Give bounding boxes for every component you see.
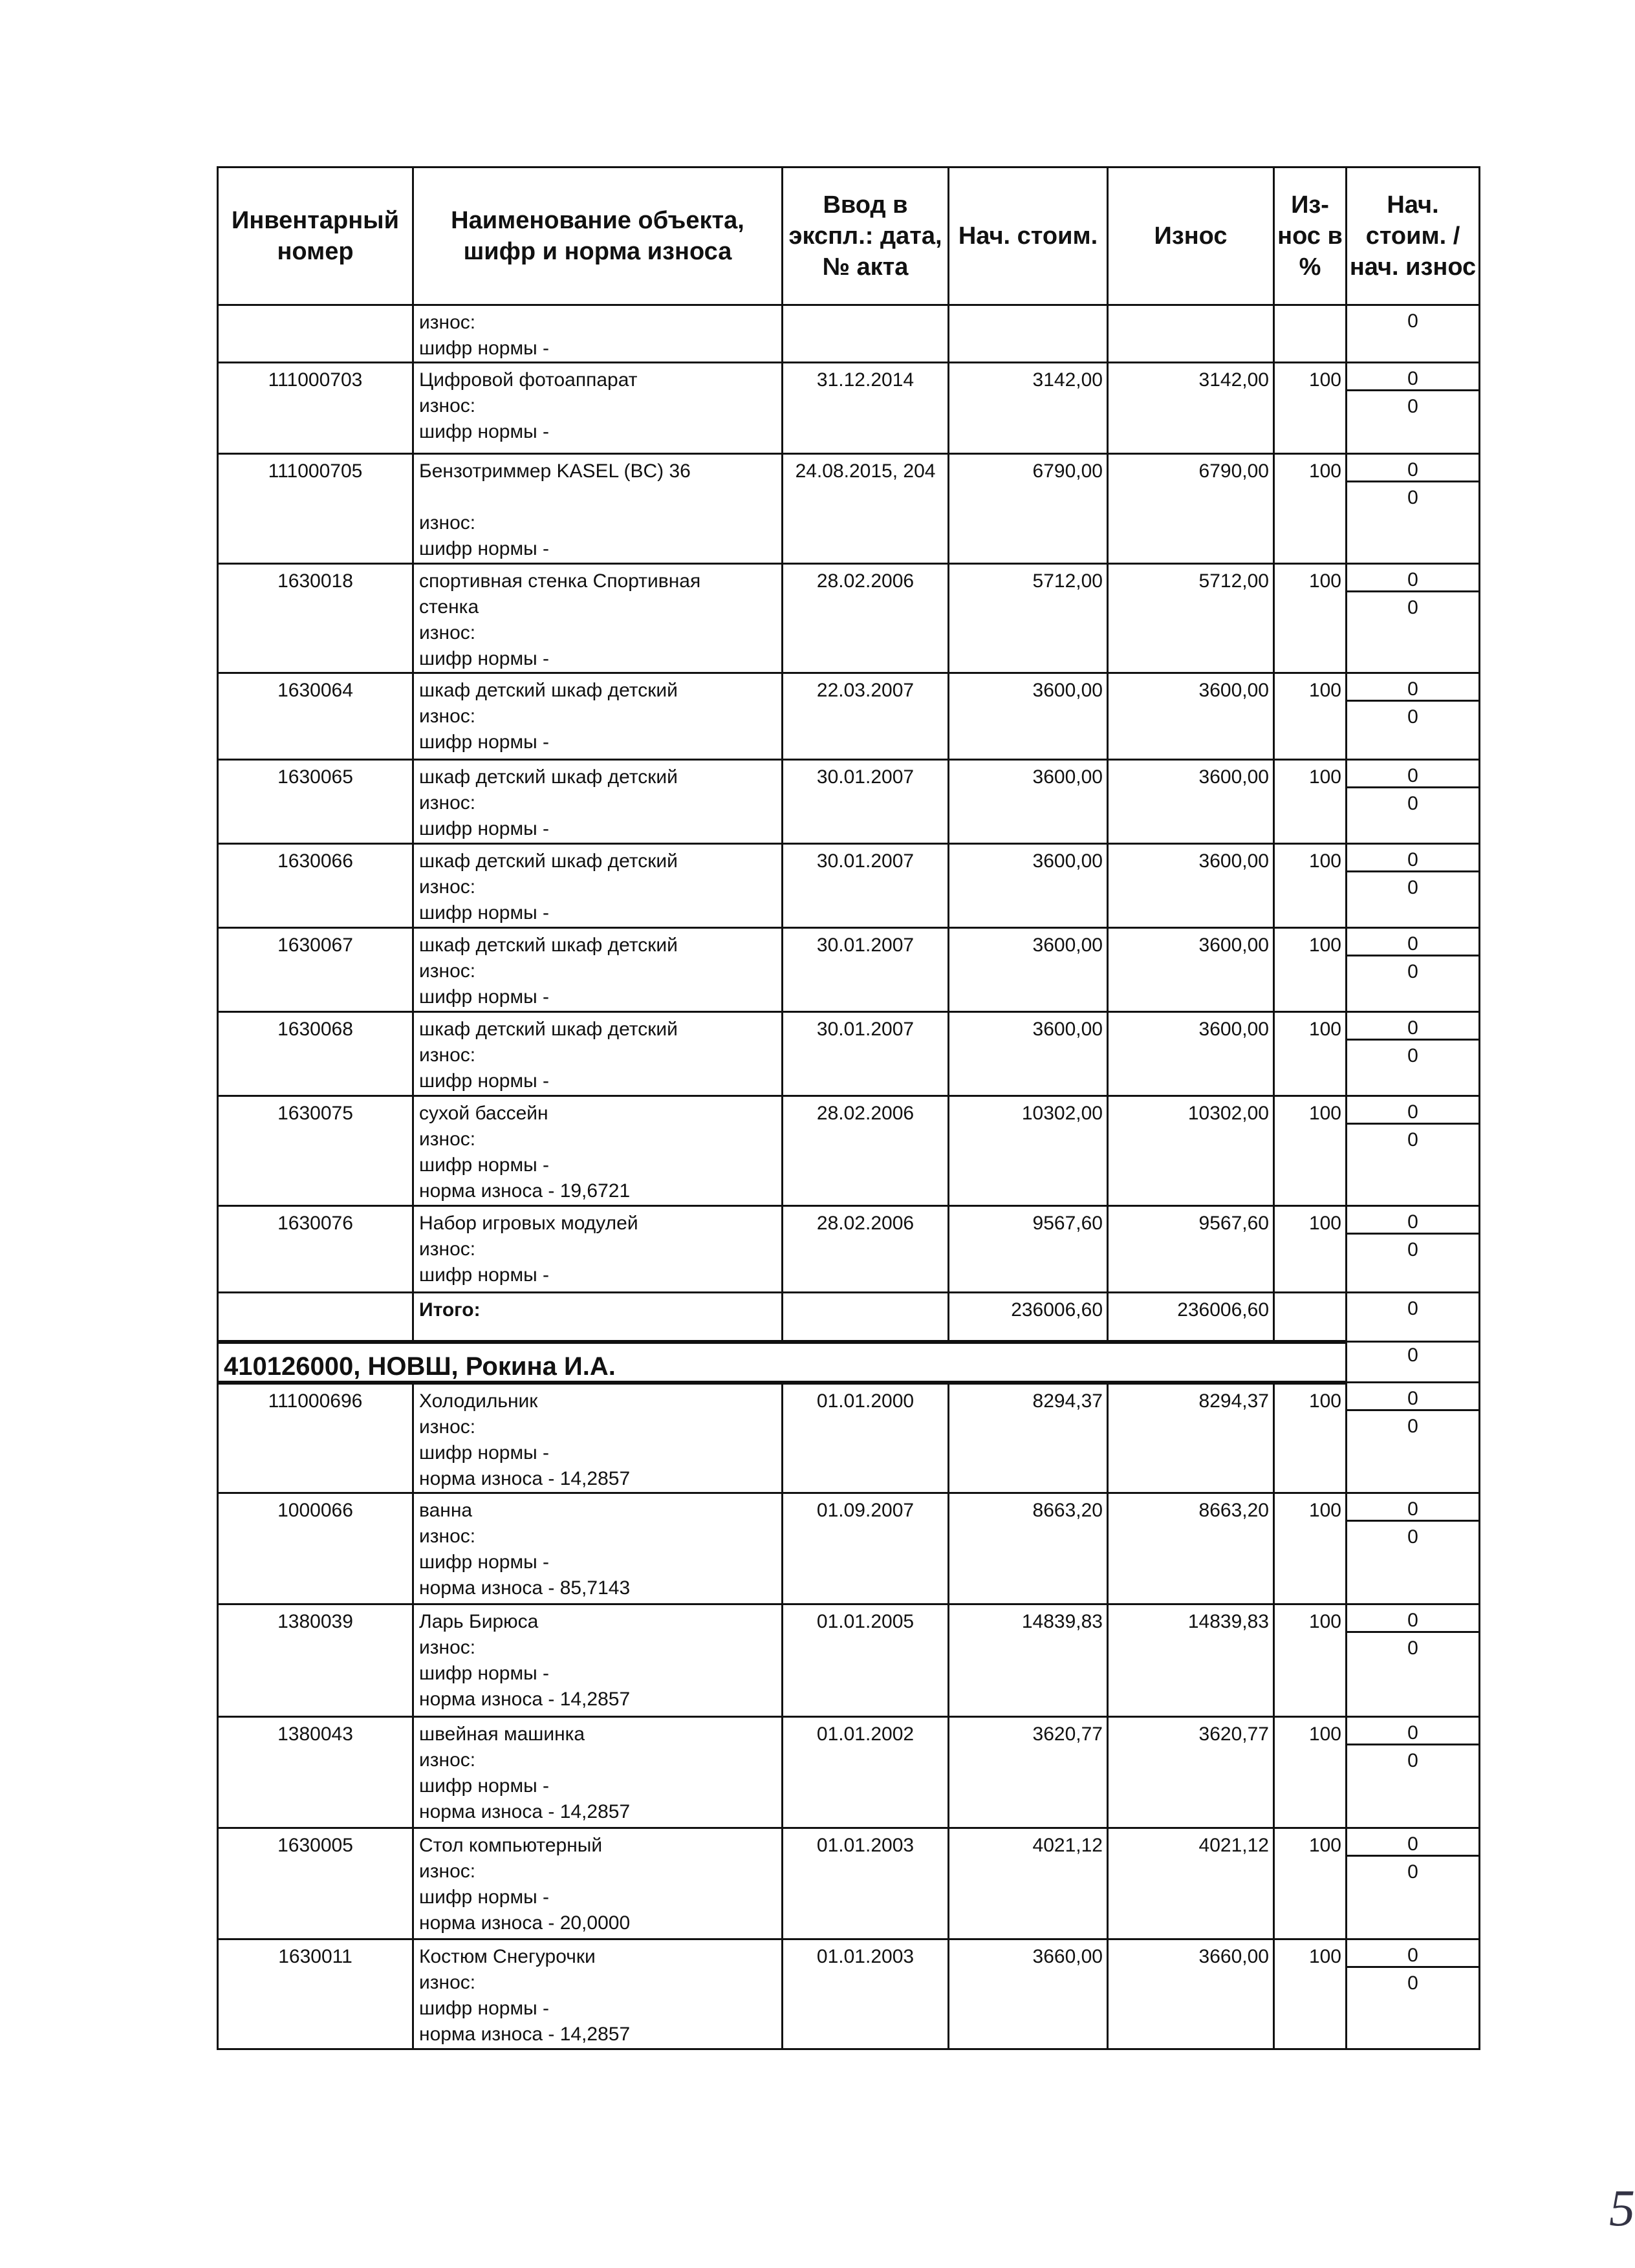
table-row (218, 1012, 1480, 1096)
inventory-number: 111000696 (218, 1383, 413, 1493)
object-name-cell (413, 1096, 783, 1206)
cost-ratio-value: 0 (1347, 1940, 1478, 1968)
initial-cost: 8663,20 (949, 1493, 1108, 1604)
header-depreciation-percent: Из-нос в % (1274, 167, 1347, 305)
commission-date: 28.02.2006 (783, 1096, 949, 1206)
object-name-line: Стол компьютерный (419, 1834, 603, 1856)
asset-register-sheet (217, 166, 1478, 2050)
object-name-cell (413, 760, 783, 844)
initial-wear-value: 0 (1407, 1861, 1418, 1883)
initial-wear-value: 0 (1407, 961, 1418, 982)
cost-ratio-cell (1347, 1206, 1480, 1293)
header-cost-ratio: Нач. стоим. / нач. износ (1347, 167, 1480, 305)
object-name-line: износ: (419, 1416, 476, 1438)
depreciation-percent: 100 (1274, 1604, 1347, 1716)
depreciation-percent: 100 (1274, 454, 1347, 564)
depreciation-percent: 100 (1274, 673, 1347, 760)
depreciation: 14839,83 (1108, 1604, 1274, 1716)
cost-ratio-cell (1347, 1096, 1480, 1206)
object-name-line: износ: (419, 622, 476, 643)
object-name-line: износ: (419, 960, 476, 982)
total-row (218, 1293, 1480, 1342)
table-row (218, 1206, 1480, 1293)
inventory-number: 1630005 (218, 1828, 413, 1939)
depreciation: 8663,20 (1108, 1493, 1274, 1604)
depreciation (1108, 305, 1274, 363)
initial-cost: 10302,00 (949, 1096, 1108, 1206)
inventory-number: 1630065 (218, 760, 413, 844)
initial-wear-value: 0 (1407, 1129, 1418, 1150)
cost-ratio-value: 0 (1347, 455, 1478, 482)
depreciation-percent: 100 (1274, 564, 1347, 673)
object-name-line: шифр нормы - (419, 421, 549, 442)
cost-ratio-cell: 0 (1347, 1342, 1480, 1383)
table-row (218, 363, 1480, 454)
object-name-line: шифр нормы - (419, 902, 549, 923)
object-name-line: износ: (419, 1971, 476, 1993)
table-row (218, 564, 1480, 673)
initial-wear-value: 0 (1407, 487, 1418, 508)
initial-wear-value: 0 (1407, 396, 1418, 417)
initial-cost: 6790,00 (949, 454, 1108, 564)
initial-cost: 3600,00 (949, 1012, 1108, 1096)
object-name-line: норма износа - 19,6721 (419, 1180, 631, 1202)
object-name-line: шифр нормы - (419, 1775, 549, 1797)
cost-ratio-cell (1347, 1716, 1480, 1828)
depreciation: 9567,60 (1108, 1206, 1274, 1293)
depreciation-percent: 100 (1274, 1012, 1347, 1096)
object-name-cell (413, 1493, 783, 1604)
inventory-number: 1380043 (218, 1716, 413, 1828)
object-name-line: износ: (419, 1044, 476, 1066)
object-name-line: износ: (419, 1525, 476, 1547)
object-name-line: норма износа - 14,2857 (419, 1467, 631, 1489)
section-title: 410126000, НОВШ, Рокина И.А. (218, 1342, 1347, 1383)
table-row (218, 1828, 1480, 1939)
table-row (218, 1604, 1480, 1716)
object-name-line: шифр нормы - (419, 986, 549, 1008)
inventory-number: 111000703 (218, 363, 413, 454)
cost-ratio-cell (1347, 1604, 1480, 1716)
object-name-line: стенка (419, 596, 479, 618)
asset-table (217, 166, 1480, 2050)
cost-ratio-value: 0 (1347, 1605, 1478, 1633)
object-name-line: износ: (419, 1636, 476, 1658)
inventory-number (218, 305, 413, 363)
object-name-line: шифр нормы - (419, 648, 549, 669)
initial-cost: 14839,83 (949, 1604, 1108, 1716)
initial-cost: 3600,00 (949, 673, 1108, 760)
depreciation-percent: 100 (1274, 1939, 1347, 2049)
depreciation: 236006,60 (1108, 1293, 1274, 1342)
initial-cost: 3142,00 (949, 363, 1108, 454)
cost-ratio-cell (1347, 1012, 1480, 1096)
commission-date: 28.02.2006 (783, 564, 949, 673)
object-name-line: норма износа - 85,7143 (419, 1577, 631, 1599)
initial-cost: 3600,00 (949, 928, 1108, 1012)
inventory-number: 1630076 (218, 1206, 413, 1293)
depreciation: 5712,00 (1108, 564, 1274, 673)
header-initial-cost: Нач. стоим. (949, 167, 1108, 305)
cost-ratio-value: 0 (1407, 1298, 1418, 1319)
object-name-cell (413, 1206, 783, 1293)
header-depreciation: Износ (1108, 167, 1274, 305)
cost-ratio-value: 0 (1347, 929, 1478, 956)
commission-date: 30.01.2007 (783, 1012, 949, 1096)
table-row (218, 760, 1480, 844)
cost-ratio-cell (1347, 844, 1480, 928)
cost-ratio-value: 0 (1347, 1013, 1478, 1041)
cost-ratio-cell (1347, 305, 1480, 363)
object-name-line: шифр нормы - (419, 1264, 549, 1286)
object-name-line: Итого: (419, 1299, 481, 1321)
commission-date: 30.01.2007 (783, 844, 949, 928)
initial-cost: 9567,60 (949, 1206, 1108, 1293)
initial-wear-value: 0 (1407, 1637, 1418, 1659)
depreciation-percent: 100 (1274, 1716, 1347, 1828)
cost-ratio-cell (1347, 673, 1480, 760)
table-row (218, 1383, 1480, 1493)
commission-date: 30.01.2007 (783, 928, 949, 1012)
object-name-line: шифр нормы - (419, 1551, 549, 1573)
object-name-line: шифр нормы - (419, 1886, 549, 1908)
header-inventory-number: Инвентарный номер (218, 167, 413, 305)
object-name-line (419, 484, 781, 510)
object-name-line: шкаф детский шкаф детский (419, 850, 678, 872)
initial-wear-value: 0 (1407, 1749, 1418, 1771)
depreciation-percent: 100 (1274, 1828, 1347, 1939)
cost-ratio-cell (1347, 363, 1480, 454)
initial-cost: 3620,77 (949, 1716, 1108, 1828)
table-header (218, 167, 1480, 305)
cost-ratio-cell (1347, 928, 1480, 1012)
table-row (218, 1939, 1480, 2049)
cost-ratio-value: 0 (1347, 1829, 1478, 1857)
commission-date: 28.02.2006 (783, 1206, 949, 1293)
object-name-cell (413, 363, 783, 454)
object-name-line: Бензотриммер KASEL (BC) 36 (419, 460, 691, 482)
object-name-line: износ: (419, 512, 476, 534)
commission-date: 24.08.2015, 204 (783, 454, 949, 564)
object-name-line: норма износа - 14,2857 (419, 1800, 631, 1822)
object-name-line: износ: (419, 1238, 476, 1260)
initial-wear-value: 0 (1407, 1972, 1418, 1994)
object-name-line: износ: (419, 1749, 476, 1771)
table-row (218, 928, 1480, 1012)
initial-cost: 4021,12 (949, 1828, 1108, 1939)
cost-ratio-cell (1347, 1493, 1480, 1604)
depreciation: 3600,00 (1108, 760, 1274, 844)
object-name-line: шифр нормы - (419, 338, 549, 359)
depreciation: 3660,00 (1108, 1939, 1274, 2049)
inventory-number: 1630075 (218, 1096, 413, 1206)
depreciation-percent: 100 (1274, 363, 1347, 454)
depreciation-percent: 100 (1274, 1096, 1347, 1206)
object-name-line: шифр нормы - (419, 538, 549, 559)
table-row (218, 673, 1480, 760)
header-commission-date: Ввод в экспл.: дата, № акта (783, 167, 949, 305)
object-name-line: Костюм Снегурочки (419, 1945, 596, 1967)
initial-cost: 8294,37 (949, 1383, 1108, 1493)
commission-date: 31.12.2014 (783, 363, 949, 454)
cost-ratio-cell (1347, 1383, 1480, 1493)
commission-date: 01.01.2003 (783, 1828, 949, 1939)
object-name-line: шкаф детский шкаф детский (419, 1019, 678, 1040)
object-name-line: сухой бассейн (419, 1103, 548, 1124)
cost-ratio-cell (1347, 564, 1480, 673)
initial-cost (949, 305, 1108, 363)
section-header-row (218, 1342, 1480, 1383)
object-name-line: швейная машинка (419, 1723, 585, 1745)
cost-ratio-value: 0 (1347, 1207, 1478, 1235)
cost-ratio-value: 0 (1347, 363, 1478, 391)
object-name-line: шкаф детский шкаф детский (419, 680, 678, 701)
depreciation: 3600,00 (1108, 844, 1274, 928)
table-row (218, 844, 1480, 928)
depreciation-percent (1274, 1293, 1347, 1342)
cost-ratio-cell (1347, 1828, 1480, 1939)
object-name-line: шкаф детский шкаф детский (419, 766, 678, 788)
commission-date: 01.09.2007 (783, 1493, 949, 1604)
cost-ratio-cell (1347, 1293, 1480, 1342)
object-name-cell (413, 1939, 783, 2049)
cost-ratio-cell (1347, 1939, 1480, 2049)
initial-wear-value: 0 (1407, 1416, 1418, 1437)
depreciation: 8294,37 (1108, 1383, 1274, 1493)
object-name-cell (413, 1828, 783, 1939)
cost-ratio-cell (1347, 760, 1480, 844)
depreciation: 3620,77 (1108, 1716, 1274, 1828)
inventory-number: 1000066 (218, 1493, 413, 1604)
object-name-line: спортивная стенка Спортивная (419, 570, 701, 592)
cost-ratio-value: 0 (1347, 761, 1478, 788)
object-name-line: шкаф детский шкаф детский (419, 934, 678, 956)
commission-date: 01.01.2000 (783, 1383, 949, 1493)
object-name-line: шифр нормы - (419, 1442, 549, 1463)
depreciation-percent: 100 (1274, 928, 1347, 1012)
cost-ratio-value: 0 (1347, 1494, 1478, 1522)
commission-date: 30.01.2007 (783, 760, 949, 844)
commission-date: 01.01.2003 (783, 1939, 949, 2049)
object-name-line: износ: (419, 395, 476, 416)
cost-ratio-value: 0 (1347, 1383, 1478, 1411)
inventory-number: 1380039 (218, 1604, 413, 1716)
object-name-line: шифр нормы - (419, 1154, 549, 1176)
object-name-cell (413, 305, 783, 363)
commission-date (783, 305, 949, 363)
depreciation: 10302,00 (1108, 1096, 1274, 1206)
depreciation: 3600,00 (1108, 928, 1274, 1012)
commission-date: 01.01.2002 (783, 1716, 949, 1828)
inventory-number: 1630011 (218, 1939, 413, 2049)
depreciation: 3600,00 (1108, 1012, 1274, 1096)
depreciation-percent: 100 (1274, 760, 1347, 844)
object-name-cell (413, 1604, 783, 1716)
table-row (218, 1716, 1480, 1828)
object-name-line: Набор игровых модулей (419, 1213, 638, 1234)
cost-ratio-value: 0 (1347, 674, 1478, 702)
object-name-line: износ: (419, 1129, 476, 1150)
depreciation: 4021,12 (1108, 1828, 1274, 1939)
depreciation: 3142,00 (1108, 363, 1274, 454)
object-name-line: износ: (419, 312, 476, 333)
object-name-cell (413, 1012, 783, 1096)
inventory-number: 1630066 (218, 844, 413, 928)
object-name-cell (413, 928, 783, 1012)
cost-ratio-value: 0 (1347, 1097, 1478, 1125)
initial-wear-value: 0 (1407, 706, 1418, 728)
depreciation: 3600,00 (1108, 673, 1274, 760)
table-row (218, 1493, 1480, 1604)
object-name-line: норма износа - 20,0000 (419, 1912, 631, 1934)
depreciation-percent (1274, 305, 1347, 363)
depreciation-percent: 100 (1274, 1493, 1347, 1604)
depreciation-percent: 100 (1274, 1206, 1347, 1293)
initial-cost: 3600,00 (949, 844, 1108, 928)
object-name-line: износ: (419, 876, 476, 898)
initial-cost: 3600,00 (949, 760, 1108, 844)
object-name-line: шифр нормы - (419, 818, 549, 839)
commission-date (783, 1293, 949, 1342)
initial-wear-value: 0 (1407, 877, 1418, 898)
depreciation: 6790,00 (1108, 454, 1274, 564)
initial-wear-value: 0 (1407, 1526, 1418, 1548)
table-row (218, 1096, 1480, 1206)
object-name-line: шифр нормы - (419, 1070, 549, 1092)
inventory-number: 111000705 (218, 454, 413, 564)
cost-ratio-value: 0 (1347, 845, 1478, 872)
object-name-cell (413, 673, 783, 760)
inventory-number: 1630067 (218, 928, 413, 1012)
object-name-cell (413, 564, 783, 673)
object-name-line: шифр нормы - (419, 731, 549, 753)
cost-ratio-value: 0 (1347, 565, 1478, 592)
cost-ratio-value: 0 (1407, 310, 1418, 332)
initial-wear-value: 0 (1407, 1045, 1418, 1066)
object-name-line: ванна (419, 1499, 473, 1521)
object-name-line: Холодильник (419, 1390, 538, 1412)
inventory-number: 1630064 (218, 673, 413, 760)
object-name-cell (413, 1383, 783, 1493)
depreciation-percent: 100 (1274, 1383, 1347, 1493)
commission-date: 22.03.2007 (783, 673, 949, 760)
depreciation-percent: 100 (1274, 844, 1347, 928)
initial-wear-value: 0 (1407, 793, 1418, 814)
inventory-number: 1630018 (218, 564, 413, 673)
object-name-line: Цифровой фотоаппарат (419, 369, 638, 391)
object-name-line: норма износа - 14,2857 (419, 2023, 631, 2045)
initial-wear-value: 0 (1407, 597, 1418, 618)
object-name-line: Ларь Бирюса (419, 1610, 539, 1632)
object-name-cell (413, 454, 783, 564)
initial-cost: 236006,60 (949, 1293, 1108, 1342)
cost-ratio-value: 0 (1347, 1718, 1478, 1745)
object-name-cell (413, 844, 783, 928)
initial-cost: 5712,00 (949, 564, 1108, 673)
page-number-handwritten: 5 (1609, 2180, 1635, 2237)
object-name-line: износ: (419, 706, 476, 727)
initial-cost: 3660,00 (949, 1939, 1108, 2049)
object-name-line: шифр нормы - (419, 1662, 549, 1684)
object-name-line: износ: (419, 1860, 476, 1882)
object-name-line: шифр нормы - (419, 1997, 549, 2019)
cost-ratio-cell (1347, 454, 1480, 564)
object-name-line: норма износа - 14,2857 (419, 1688, 631, 1710)
inventory-number (218, 1293, 413, 1342)
inventory-number: 1630068 (218, 1012, 413, 1096)
table-row (218, 454, 1480, 564)
initial-wear-value: 0 (1407, 1239, 1418, 1260)
object-name-line: износ: (419, 792, 476, 814)
table-row (218, 305, 1480, 363)
object-name-cell (413, 1716, 783, 1828)
commission-date: 01.01.2005 (783, 1604, 949, 1716)
object-name-cell (413, 1293, 783, 1342)
header-object-name: Наименование объекта, шифр и норма износа (413, 167, 783, 305)
